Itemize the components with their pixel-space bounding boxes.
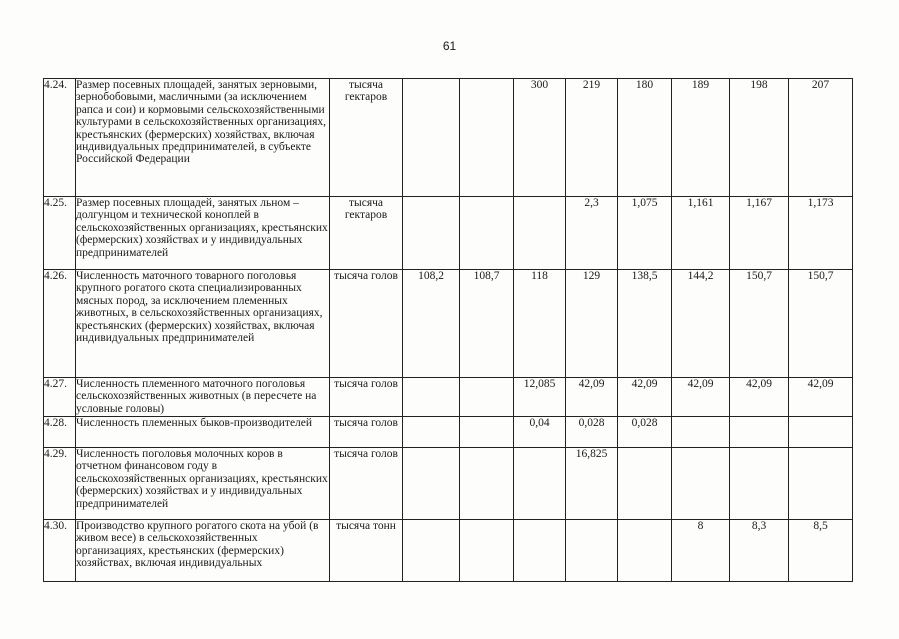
unit-cell: тысяча тонн [330, 520, 403, 582]
value-cell [460, 378, 514, 417]
value-cell: 138,5 [618, 270, 672, 378]
value-cell [672, 417, 730, 448]
table-row [44, 197, 853, 270]
value-cell: 8,3 [730, 520, 789, 582]
unit-cell: тысяча голов [330, 378, 403, 417]
value-cell: 8 [672, 520, 730, 582]
value-cell [730, 448, 789, 520]
table-body [44, 79, 853, 582]
value-cell: 0,028 [618, 417, 672, 448]
value-cell: 1,167 [730, 197, 789, 270]
value-cell: 118 [514, 270, 566, 378]
table-row [44, 378, 853, 417]
value-cell: 42,09 [730, 378, 789, 417]
value-cell [566, 520, 618, 582]
row-number-cell: 4.27. [44, 378, 76, 417]
value-cell [514, 448, 566, 520]
value-cell: 150,7 [789, 270, 853, 378]
value-cell: 42,09 [618, 378, 672, 417]
value-cell [618, 520, 672, 582]
value-cell: 16,825 [566, 448, 618, 520]
value-cell: 144,2 [672, 270, 730, 378]
value-cell: 12,085 [514, 378, 566, 417]
value-cell [403, 378, 460, 417]
value-cell: 0,04 [514, 417, 566, 448]
value-cell: 1,075 [618, 197, 672, 270]
unit-cell: тысяча гектаров [330, 79, 403, 197]
unit-cell: тысяча гектаров [330, 197, 403, 270]
value-cell [789, 417, 853, 448]
value-cell: 219 [566, 79, 618, 197]
value-cell [730, 417, 789, 448]
unit-cell: тысяча голов [330, 448, 403, 520]
indicator-name-cell: Размер посевных площадей, занятых льном – долгунцом и технической коноплей в сельскохозяйственных организациях, крестьянских (фермерских) хозяйствах и у индивидуальных предпринимателей [76, 197, 330, 270]
table-row [44, 79, 853, 197]
value-cell [460, 448, 514, 520]
unit-cell: тысяча голов [330, 270, 403, 378]
table-row [44, 270, 853, 378]
indicator-name-cell: Производство крупного рогатого скота на убой (в живом весе) в сельскохозяйственных организациях, крестьянских (фермерских) хозяйствах, включая индивидуальных [76, 520, 330, 582]
value-cell: 108,2 [403, 270, 460, 378]
value-cell: 1,173 [789, 197, 853, 270]
value-cell: 8,5 [789, 520, 853, 582]
value-cell: 198 [730, 79, 789, 197]
row-number-cell: 4.28. [44, 417, 76, 448]
value-cell [460, 417, 514, 448]
table-row [44, 417, 853, 448]
indicators-table [43, 78, 853, 582]
table-row [44, 448, 853, 520]
row-number-cell: 4.24. [44, 79, 76, 197]
row-number-cell: 4.30. [44, 520, 76, 582]
indicator-name-cell: Численность племенного маточного поголовья сельскохозяйственных животных (в пересчете на условные головы) [76, 378, 330, 417]
value-cell: 189 [672, 79, 730, 197]
value-cell [403, 448, 460, 520]
value-cell: 300 [514, 79, 566, 197]
indicator-name-cell: Численность поголовья молочных коров в отчетном финансовом году в сельскохозяйственных организациях, крестьянских (фермерских) хозяйствах и у индивидуальных предпринимателей [76, 448, 330, 520]
value-cell: 1,161 [672, 197, 730, 270]
value-cell [514, 520, 566, 582]
value-cell [672, 448, 730, 520]
value-cell: 0,028 [566, 417, 618, 448]
value-cell [460, 520, 514, 582]
page-number: 61 [442, 39, 457, 53]
value-cell: 108,7 [460, 270, 514, 378]
row-number-cell: 4.29. [44, 448, 76, 520]
row-number-cell: 4.26. [44, 270, 76, 378]
value-cell [514, 197, 566, 270]
value-cell: 207 [789, 79, 853, 197]
indicator-name-cell: Размер посевных площадей, занятых зерновыми, зернобобовыми, масличными (за исключением рапса и сои) и кормовыми сельскохозяйственными культурами в сельскохозяйственных организациях, крестьянских (фермерских) хозяйствах, включая индивидуальных предпринимателей, в субъекте Российской Федерации [76, 79, 330, 197]
value-cell [403, 520, 460, 582]
value-cell [460, 197, 514, 270]
value-cell [789, 448, 853, 520]
indicator-name-cell: Численность маточного товарного поголовья крупного рогатого скота специализированных мясных пород, за исключением племенных животных, в сельскохозяйственных организациях, крестьянских (фермерских) хозяйствах, включая индивидуальных предпринимателей [76, 270, 330, 378]
unit-cell: тысяча голов [330, 417, 403, 448]
value-cell [403, 417, 460, 448]
value-cell: 2,3 [566, 197, 618, 270]
value-cell: 42,09 [789, 378, 853, 417]
value-cell [618, 448, 672, 520]
value-cell: 150,7 [730, 270, 789, 378]
value-cell [460, 79, 514, 197]
value-cell [403, 197, 460, 270]
value-cell: 42,09 [672, 378, 730, 417]
value-cell: 129 [566, 270, 618, 378]
value-cell: 42,09 [566, 378, 618, 417]
indicator-name-cell: Численность племенных быков-производителей [76, 417, 330, 448]
table-row [44, 520, 853, 582]
value-cell [403, 79, 460, 197]
value-cell: 180 [618, 79, 672, 197]
row-number-cell: 4.25. [44, 197, 76, 270]
